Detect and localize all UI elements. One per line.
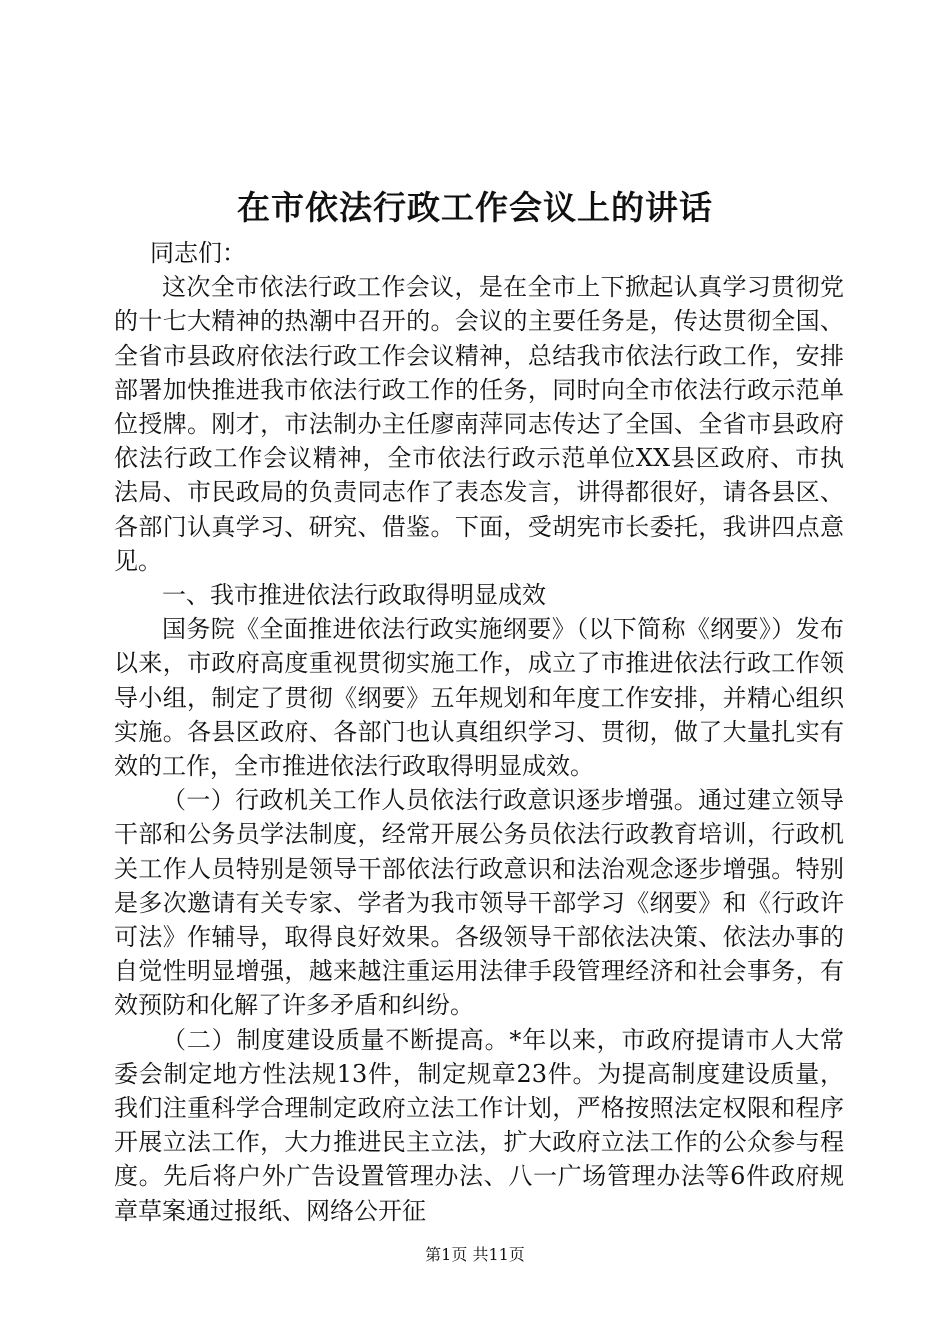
paragraph-subsection-1: （一）行政机关工作人员依法行政意识逐步增强。通过建立领导干部和公务员学法制度，经常开展公务员依法行政教育培训，行政机关工作人员特别是领导干部依法行政意识和法治观念逐步增强。特别是多次邀请有关专家、学者为我市领导干部学习《纲要》和《行政许可法》作辅导，取得良好效果。各级领导干部依法决策、依法办事的自觉性明显增强，越来越注重运用法律手段管理经济和社会事务，有效预防和化解了许多矛盾和纠纷。 bbox=[114, 786, 844, 1020]
paragraph-section-1: 国务院《全面推进依法行政实施纲要》（以下简称《纲要》）发布以来，市政府高度重视贯彻实施工作，成立了市推进依法行政工作领导小组，制定了贯彻《纲要》五年规划和年度工作安排，并精心组织实施。各县区政府、各部门也认真组织学习、贯彻，做了大量扎实有效的工作，全市推进依法行政取得明显成效。 bbox=[114, 615, 844, 781]
document-body bbox=[114, 236, 844, 1228]
salutation: 同志们： bbox=[150, 239, 246, 267]
section-heading-1: 一、我市推进依法行政取得明显成效 bbox=[162, 581, 546, 610]
paragraph-subsection-2: （二）制度建设质量不断提高。*年以来，市政府提请市人大常委会制定地方性法规13件，制定规章23件。为提高制度建设质量，我们注重科学合理制定政府立法工作计划，严格按照法定权限和程序开展立法工作，大力推进民主立法，扩大政府立法工作的公众参与程度。先后将户外广告设置管理办法、八一广场管理办法等6件政府规章草案通过报纸、网络公开征 bbox=[114, 1025, 844, 1225]
paragraph-intro: 这次全市依法行政工作会议，是在全市上下掀起认真学习贯彻党的十七大精神的热潮中召开的。会议的主要任务是，传达贯彻全国、全省市县政府依法行政工作会议精神，总结我市依法行政工作，安排部署加快推进我市依法行政工作的任务，同时向全市依法行政示范单位授牌。刚才，市法制办主任廖南萍同志传达了全国、全省市县政府依法行政工作会议精神，全市依法行政示范单位XX县区政府、市执法局、市民政局的负责同志作了表态发言，讲得都很好，请各县区、各部门认真学习、研究、借鉴。下面，受胡宪市长委托，我讲四点意见。 bbox=[114, 273, 844, 575]
page-number-footer: 第1页 共11页 bbox=[425, 1245, 525, 1264]
document-title: 在市依法行政工作会议上的讲话 bbox=[237, 188, 713, 227]
